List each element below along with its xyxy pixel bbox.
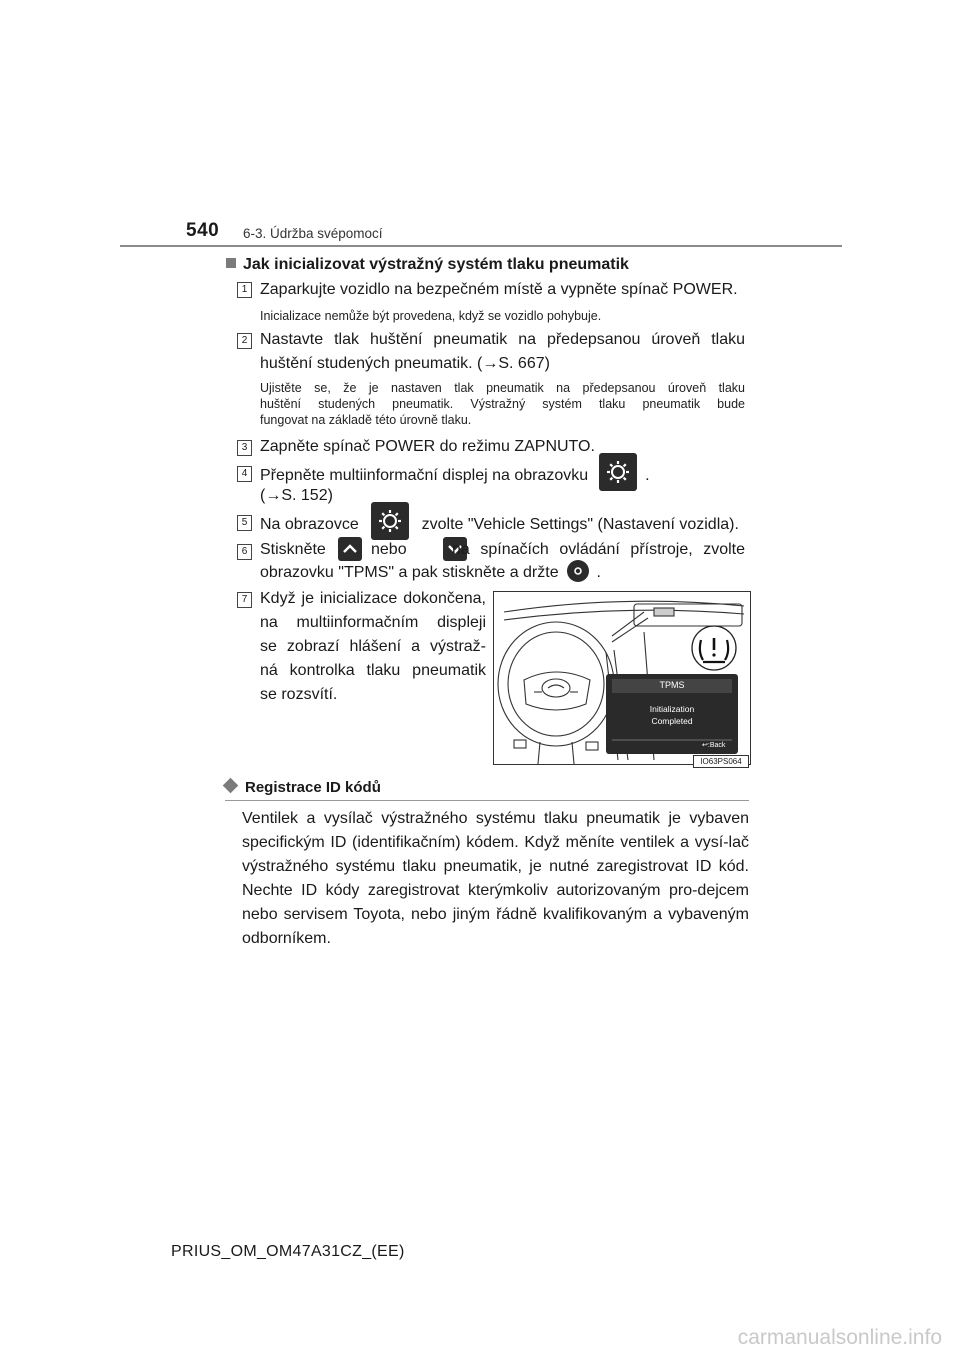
dashboard-drawing — [494, 592, 750, 764]
step-7-line-4: ná kontrolka tlaku pneumatik — [260, 662, 486, 679]
step-6-word-b: nebo — [371, 541, 407, 558]
section-title: 6-3. Údržba svépomocí — [243, 226, 383, 241]
step-5-text: Na obrazovce zvolte "Vehicle Settings" (Nastavení vozidla). — [260, 510, 739, 540]
step-7-line-2: na multiinformačním displeji — [260, 614, 486, 631]
step-number-3: 3 — [237, 440, 252, 456]
step-2-note-2: huštění studených pneumatik. Výstražný systém tlaku pneumatik bude — [260, 397, 745, 411]
step-7-line-3: se zobrazí hlášení a výstraž- — [260, 638, 486, 655]
registration-heading: Registrace ID kódů — [225, 779, 381, 796]
page-number: 540 — [186, 220, 220, 241]
step-2-note-1: Ujistěte se, že je nastaven tlak pneumatik na předepsanou úroveň tlaku — [260, 381, 745, 395]
step-number-7: 7 — [237, 592, 252, 608]
display-title: TPMS — [659, 680, 685, 690]
step-4-line-2: (→S. 152) — [260, 487, 333, 504]
step-2-note-3: fungovat na základě této úrovně tlaku. — [260, 413, 472, 427]
step-number-6: 6 — [237, 544, 252, 560]
step-number-4: 4 — [237, 466, 252, 482]
back-arrow-icon: ↩ — [702, 742, 708, 749]
ok-button-icon — [567, 560, 589, 582]
display-line-1: Initialization — [649, 704, 695, 714]
step-3-text: Zapněte spínač POWER do režimu ZAPNUTO. — [260, 438, 595, 455]
settings-gear-icon — [599, 453, 637, 491]
step-2-line-1: Nastavte tlak huštění pneumatik na předepsanou úroveň tlaku — [260, 331, 745, 348]
registration-body: Ventilek a vysílač výstražného systému tlaku pneumatik je vybaven specifickým ID (identifikačním) kódem. Když měníte ventilek a vysí-lač výstražného systému tlaku pneumatik, je nutné zaregistrovat ID kód. Nechte ID kódy zaregistrovat kterýmkoliv autorizovaným pro-dejcem nebo servisem Toyota, nebo jiným řádně kvalifikovaným a vybaveným odborníkem. — [242, 810, 749, 947]
diamond-bullet-icon — [223, 778, 239, 794]
step-1-note: Inicializace nemůže být provedena, když se vozidlo pohybuje. — [260, 309, 602, 323]
header-rule — [120, 245, 842, 247]
dashboard-illustration — [493, 591, 751, 765]
step-4-text: Přepněte multiinformační displej na obrazovku . — [260, 461, 650, 491]
settings-gear-icon — [371, 502, 409, 540]
watermark: carmanualsonline.info — [737, 1326, 942, 1349]
step-number-2: 2 — [237, 333, 252, 349]
step-number-1: 1 — [237, 282, 252, 298]
footer-code: PRIUS_OM_OM47A31CZ_(EE) — [171, 1243, 405, 1260]
section-heading: Jak inicializovat výstražný systém tlaku pneumatik — [226, 256, 629, 274]
display-line-2: Completed — [651, 716, 693, 726]
display-back-label: ↩:Back — [702, 742, 726, 749]
figure-code: IO63PS064 — [693, 755, 749, 768]
square-bullet-icon — [226, 258, 236, 268]
arrow-up-icon — [338, 537, 362, 561]
step-1-text: Zaparkujte vozidlo na bezpečném místě a vypněte spínač POWER. — [260, 281, 738, 298]
step-number-5: 5 — [237, 515, 252, 531]
registration-rule — [225, 800, 749, 801]
step-6-text-c: na spínačích ovládání přístroje, zvolte — [452, 541, 745, 558]
step-7-line-5: se rozsvítí. — [260, 686, 338, 703]
step-7-line-1: Když je inicializace dokončena, — [260, 590, 486, 607]
step-2-line-2: huštění studených pneumatik. (→S. 667) — [260, 355, 550, 372]
step-6-line-2: obrazovku "TPMS" a pak stiskněte a držte . — [260, 561, 601, 585]
step-6-word-a: Stiskněte — [260, 541, 326, 558]
